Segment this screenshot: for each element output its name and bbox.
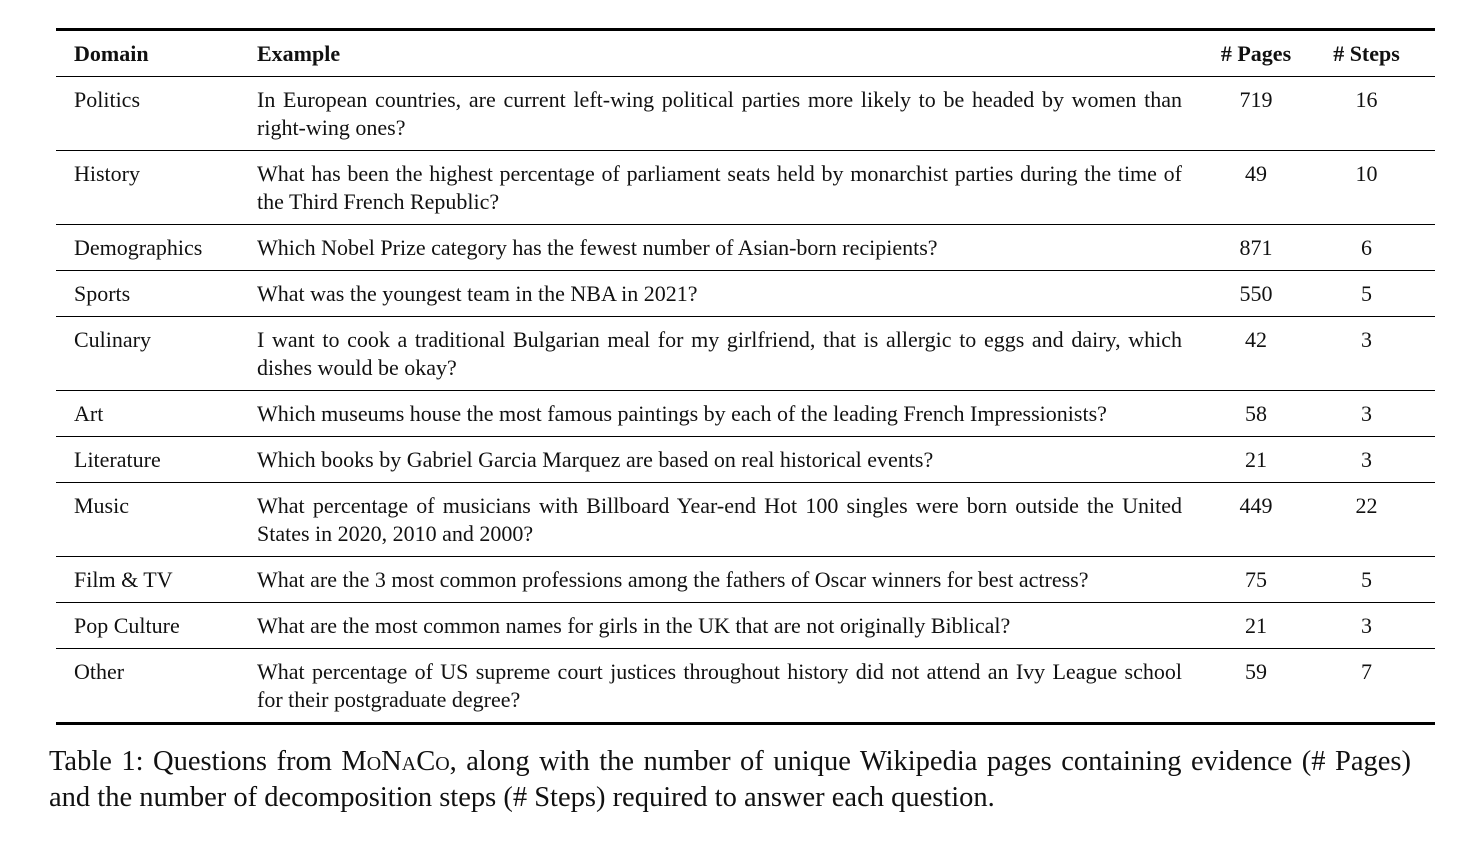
table-row xyxy=(56,603,1435,649)
header-example: Example xyxy=(257,41,341,66)
pages-cell: 871 xyxy=(1239,235,1273,260)
caption-prefix: Table 1: Questions from xyxy=(49,746,342,777)
table-caption xyxy=(49,744,1411,816)
table-row xyxy=(56,391,1435,437)
table-row xyxy=(56,649,1435,724)
steps-cell: 3 xyxy=(1361,447,1372,472)
steps-cell: 5 xyxy=(1361,567,1372,592)
table-header xyxy=(56,30,1435,77)
table-body xyxy=(56,77,1435,724)
table-row xyxy=(56,271,1435,317)
questions-table-container xyxy=(56,28,1403,725)
example-cell: Which museums house the most famous paintings by each of the leading French Impressionists? xyxy=(257,401,1107,426)
example-cell: I want to cook a traditional Bulgarian meal for my girlfriend, that is allergic to eggs and dairy, which dishes would be okay? xyxy=(257,327,1182,380)
header-row xyxy=(56,30,1435,77)
example-cell: What has been the highest percentage of parliament seats held by monarchist parties during the time of the Third French Republic? xyxy=(257,161,1182,214)
header-steps: # Steps xyxy=(1333,41,1400,66)
domain-cell: Music xyxy=(74,493,129,518)
table-row xyxy=(56,317,1435,391)
header-domain: Domain xyxy=(74,41,149,66)
table-row xyxy=(56,483,1435,557)
pages-cell: 75 xyxy=(1245,567,1267,592)
pages-cell: 21 xyxy=(1245,613,1267,638)
table-row xyxy=(56,225,1435,271)
steps-cell: 22 xyxy=(1355,493,1378,518)
steps-cell: 7 xyxy=(1361,659,1372,684)
domain-cell: Film & TV xyxy=(74,567,173,592)
table-row xyxy=(56,437,1435,483)
pages-cell: 550 xyxy=(1239,281,1273,306)
domain-cell: Politics xyxy=(74,87,141,112)
questions-table xyxy=(56,28,1435,725)
caption-dataset-name: MoNaCo xyxy=(341,746,450,777)
steps-cell: 6 xyxy=(1361,235,1372,260)
table-row xyxy=(56,557,1435,603)
example-cell: What are the most common names for girls in the UK that are not originally Biblical? xyxy=(257,613,1011,638)
pages-cell: 59 xyxy=(1245,659,1267,684)
example-cell: What percentage of US supreme court justices throughout history did not attend an Ivy League school for their postgraduate degree? xyxy=(257,659,1182,712)
domain-cell: Demographics xyxy=(74,235,203,260)
domain-cell: Culinary xyxy=(74,327,151,352)
steps-cell: 16 xyxy=(1355,87,1378,112)
example-cell: What are the 3 most common professions among the fathers of Oscar winners for best actress? xyxy=(257,567,1089,592)
table-row xyxy=(56,151,1435,225)
pages-cell: 42 xyxy=(1245,327,1267,352)
caption-suffix: , along with the number of unique Wikipedia pages containing evidence (# Pages) and the number of decomposition steps (# Steps) required to answer each question. xyxy=(49,746,1411,813)
steps-cell: 10 xyxy=(1355,161,1378,186)
table-row xyxy=(56,77,1435,151)
steps-cell: 3 xyxy=(1361,613,1372,638)
domain-cell: Literature xyxy=(74,447,161,472)
pages-cell: 719 xyxy=(1239,87,1273,112)
example-cell: Which books by Gabriel Garcia Marquez are based on real historical events? xyxy=(257,447,934,472)
domain-cell: Pop Culture xyxy=(74,613,180,638)
example-cell: What was the youngest team in the NBA in 2021? xyxy=(257,281,698,306)
pages-cell: 58 xyxy=(1245,401,1267,426)
example-cell: Which Nobel Prize category has the fewest number of Asian-born recipients? xyxy=(257,235,938,260)
domain-cell: Sports xyxy=(74,281,131,306)
domain-cell: History xyxy=(74,161,140,186)
steps-cell: 3 xyxy=(1361,401,1372,426)
steps-cell: 5 xyxy=(1361,281,1372,306)
example-cell: What percentage of musicians with Billboard Year-end Hot 100 singles were born outside the United States in 2020, 2010 and 2000? xyxy=(257,493,1182,546)
example-cell: In European countries, are current left-wing political parties more likely to be headed by women than right-wing ones? xyxy=(257,87,1182,140)
steps-cell: 3 xyxy=(1361,327,1372,352)
pages-cell: 49 xyxy=(1245,161,1267,186)
header-pages: # Pages xyxy=(1220,41,1292,66)
pages-cell: 449 xyxy=(1239,493,1273,518)
domain-cell: Other xyxy=(74,659,125,684)
pages-cell: 21 xyxy=(1245,447,1267,472)
domain-cell: Art xyxy=(74,401,104,426)
